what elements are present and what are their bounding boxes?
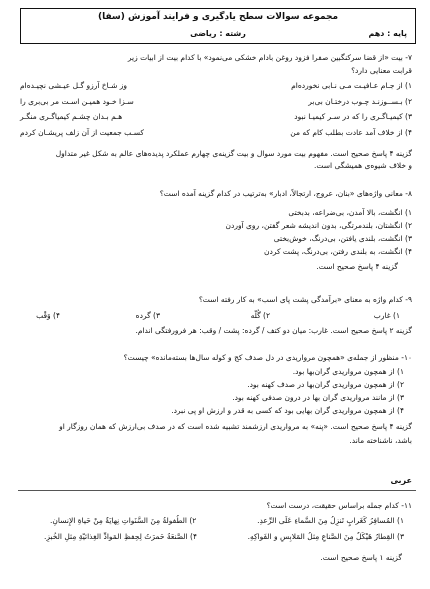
arabic-heading: عربی: [390, 476, 412, 485]
q7-option-4b: کسـب جمعیت از آن زلف پریشـان کردم: [20, 128, 144, 137]
q9-option-2: ۲) گُلّه: [250, 311, 270, 320]
q8-option-2: ۲) انگشتان، بلندمرتگی، بدون اندیشه شعر گفتن، روی آوردن: [225, 221, 412, 230]
q7-option-1b: وز شـاخ آرزو گـل عیـشی نچیـده‌ام: [20, 81, 128, 90]
q8-option-3: ۳) انگشت، بلندی یافتن، بی‌درنگ، خوش‌بختی: [273, 234, 412, 243]
q9-option-4: ۴) وَقْب: [36, 311, 60, 320]
q10-answer-line2: باشد، ناشناخته ماند.: [349, 436, 412, 445]
q9-stem: ۹- کدام واژه به معنای «برآمدگی پشت پای اسب» به کار رفته است؟: [198, 295, 412, 304]
q11-answer: گزینه ۱ پاسخ صحیح است.: [320, 553, 402, 562]
q10-option-3: ۳) از مانند مرواریدی گران بها در درون صدفی کهنه بود.: [232, 393, 404, 402]
q7-option-2a: ۲) بـســوزنـد چـوب درختـان بی‌بر: [308, 97, 412, 106]
q10-option-4: ۴) از همچون مرواریدی گران بهایی بود که کسی به قدر و ارزش او پی نبرد.: [171, 406, 404, 415]
q11-option-3: ۳) القِطارُ هَيْكَلٌ مِنَ الصَّناعِ مِثلُ المَلابِسِ و الفَواكِهِ.: [247, 532, 404, 541]
q9-answer: گزینه ۲ پاسخ صحیح است. غارب: میان دو کتف / گرده: پشت / وقب: هر فرورفتگی اندام.: [135, 326, 412, 335]
q9-option-3: ۳) گرده: [135, 311, 160, 320]
exam-header: [20, 8, 416, 44]
q7-answer-line2: و خلاف شیوه‌ی همیشگی است.: [313, 161, 412, 170]
q10-option-1: ۱) از همچون مرواریدی گران‌بها بود.: [292, 367, 404, 376]
q11-option-4: ۴) الصَّنعَةُ حَمرَتُ لِحِفظِ المَوادِّ الغِذائيّةِ مِثلِ الخُبزِ.: [44, 532, 197, 541]
q10-stem: ۱۰- منظور از جمله‌ی «همچون مرواریدی در دل صدف کج و کوله سال‌ها بسته‌مانده» چیست؟: [123, 353, 412, 362]
q10-answer-line1: گزینه ۴ پاسخ صحیح است. «پنه» به مرواریدی ارزشمند تشبیه شده است که در صدف بی‌ارزش که همان روزگار او: [59, 422, 412, 431]
grade-label: پایه : دهم: [368, 29, 407, 38]
exam-title: مجموعه سوالات سطح یادگیری و فرایند آموزش (سفا): [97, 12, 339, 22]
q7-option-4a: ۴) از خلاف آمد عادت بطلب کام که من: [290, 128, 412, 137]
q8-option-4: ۴) انگشت، به بلندی رفتن، بی‌درنگ، پشت کردن: [263, 247, 412, 256]
q7-option-2b: سـزا خـود همیـن اسـت مر بی‌بری را: [20, 97, 134, 106]
q7-option-3b: هـم بـدان چشـم کیمیاگـری منگـر: [20, 112, 123, 121]
q7-stem-line2: قرابت معنایی دارد؟: [351, 66, 412, 75]
field-label: رشته : ریاضی: [190, 29, 246, 38]
q11-option-2: ۲) الطُفولةُ مِنَ السَّنَواتِ نِهايَةٌ مِنْ حَياةِ الإِنسانِ.: [50, 516, 197, 525]
q7-stem-line1: ۷- بیت «از قضا سرکنگبین صفرا فزود روغن بادام خشکی می‌نمود» با کدام بیت از ابیات زیر: [127, 53, 412, 62]
q11-stem: ۱۱- کدام جمله براساس حقیقت، درست است؟: [266, 501, 412, 510]
q8-stem: ۸- معانی واژه‌های «بنان، عروج، ارتجالاً، ادبار» به‌ترتیب در کدام گزینه آمده است؟: [159, 189, 412, 198]
q10-option-2: ۲) از همچون مرواریدی گران‌بها در صدف کهنه بود.: [247, 380, 404, 389]
q8-option-1: ۱) انگشت، بالا آمدن، بی‌ضراعه، بدبختی: [288, 208, 412, 217]
q7-option-3a: ۳) کیمیـاگـری را که در سـر کیمیـا نبود: [294, 112, 412, 121]
q7-option-1a: ۱) از جـام عـافیـت مـی نـابی نخورده‌ام: [291, 81, 412, 90]
q9-option-1: ۱) غارب: [373, 311, 400, 320]
section-divider: [18, 490, 416, 491]
q8-answer: گزینه ۴ پاسخ صحیح است.: [316, 262, 398, 271]
q11-option-1: ۱) المُسافِرُ کَغَرابٍ تَنزِلُ مِنَ السَّماءِ عَلَی الرِّعدِ.: [257, 516, 404, 525]
q7-answer-line1: گزینه ۴ پاسخ صحیح است. مفهوم بیت مورد سوال و بیت گزینه‌ی چهارم عملکرد پدیده‌های عالم به شکل غیر متداول: [55, 149, 412, 158]
